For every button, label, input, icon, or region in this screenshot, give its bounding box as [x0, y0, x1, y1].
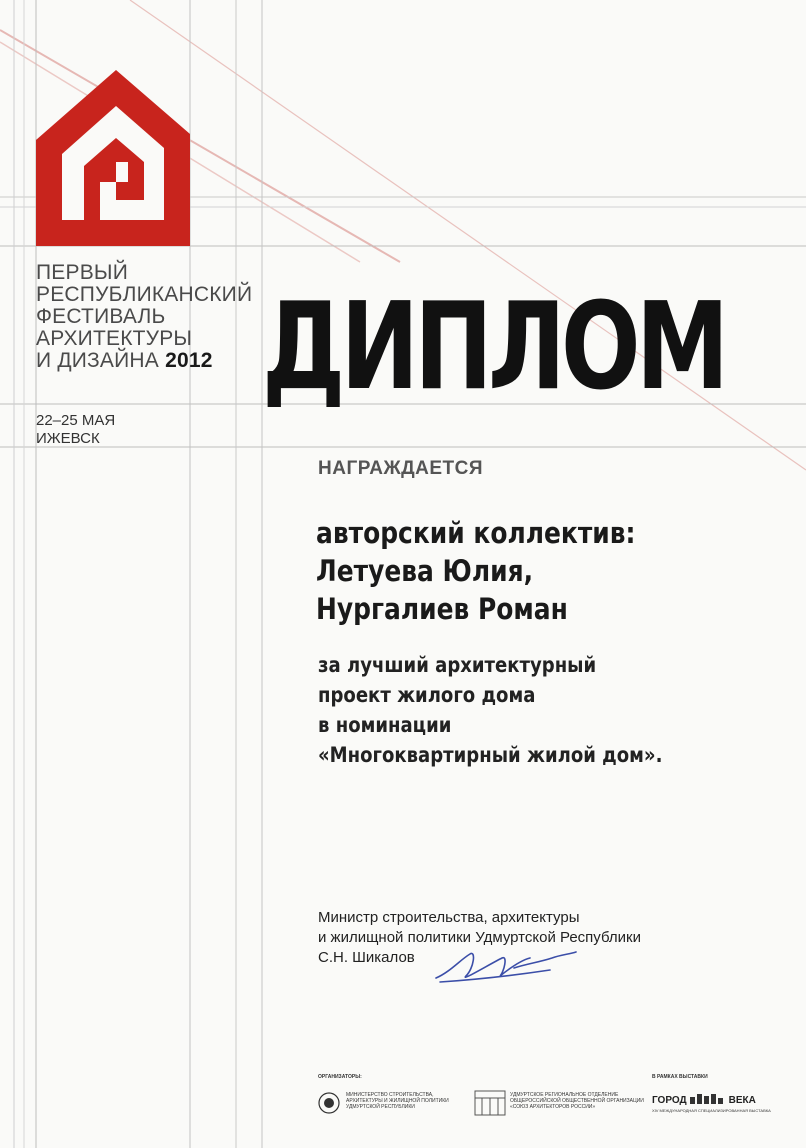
org2-line: УДМУРТСКОЕ РЕГИОНАЛЬНОЕ ОТДЕЛЕНИЕ [510, 1092, 619, 1098]
festival-title-last: И ДИЗАЙНА [36, 349, 160, 372]
reason-line: проект жилого дома [318, 683, 536, 707]
festival-title [36, 262, 252, 372]
reason-line: за лучший архитектурный [318, 653, 597, 677]
recipient-line: Нургалиев Роман [316, 592, 568, 626]
festival-title-line: ПЕРВЫЙ [36, 261, 128, 284]
org1-line: МИНИСТЕРСТВО СТРОИТЕЛЬСТВА, [346, 1092, 434, 1098]
award-reason [318, 650, 662, 770]
exhibition-logo [652, 1094, 756, 1106]
festival-title-line: ФЕСТИВАЛЬ [36, 305, 166, 328]
ministry-emblem-icon [318, 1092, 340, 1114]
org1-line: УДМУРТСКОЙ РЕСПУБЛИКИ [346, 1104, 415, 1110]
diploma-heading: ДИПЛОМ [262, 278, 725, 417]
reason-line: «Многоквартирный жилой дом». [318, 743, 663, 767]
festival-city: ИЖЕВСК [36, 430, 100, 447]
reason-line: в номинации [318, 713, 452, 737]
recipient-line: Летуева Юлия, [316, 554, 534, 588]
festival-dates: 22–25 МАЯ [36, 412, 116, 429]
org2-line: «СОЮЗ АРХИТЕКТОРОВ РОССИИ» [510, 1104, 596, 1110]
exhibition-subtitle: XIV МЕЖДУНАРОДНАЯ СПЕЦИАЛИЗИРОВАННАЯ ВЫСТАВКА [652, 1108, 771, 1113]
festival-year: 2012 [165, 349, 213, 372]
signer-position: Министр строительства, архитектуры [318, 909, 580, 926]
exhibition-word-2: ВЕКА [728, 1095, 756, 1106]
org2-text [510, 1092, 644, 1110]
org1-text [346, 1092, 449, 1110]
festival-date-place [36, 412, 115, 448]
footer-organizers [0, 1068, 806, 1138]
festival-house-logo [36, 70, 196, 246]
handwritten-signature [430, 942, 580, 986]
org2-line: ОБЩЕРОССИЙСКОЙ ОБЩЕСТВЕННОЙ ОРГАНИЗАЦИИ [510, 1098, 644, 1104]
exhibition-word-1: ГОРОД [652, 1095, 687, 1106]
organizers-label: ОРГАНИЗАТОРЫ: [318, 1074, 362, 1080]
signer-name: С.Н. Шикалов [318, 949, 415, 966]
recipient-line: авторский коллектив: [316, 516, 636, 550]
city-skyline-icon [690, 1094, 726, 1104]
exhibition-label: В РАМКАХ ВЫСТАВКИ [652, 1074, 708, 1080]
awarded-label: НАГРАЖДАЕТСЯ [318, 458, 484, 479]
signer-position: и жилищной политики Удмуртской Республики [318, 929, 641, 946]
festival-title-last-line [36, 350, 252, 372]
org1-line: АРХИТЕКТУРЫ И ЖИЛИЩНОЙ ПОЛИТИКИ [346, 1098, 449, 1104]
festival-title-line: АРХИТЕКТУРЫ [36, 327, 193, 350]
recipient-block [316, 514, 636, 628]
union-architects-logo-icon [474, 1090, 506, 1116]
festival-title-line: РЕСПУБЛИКАНСКИЙ [36, 283, 253, 306]
